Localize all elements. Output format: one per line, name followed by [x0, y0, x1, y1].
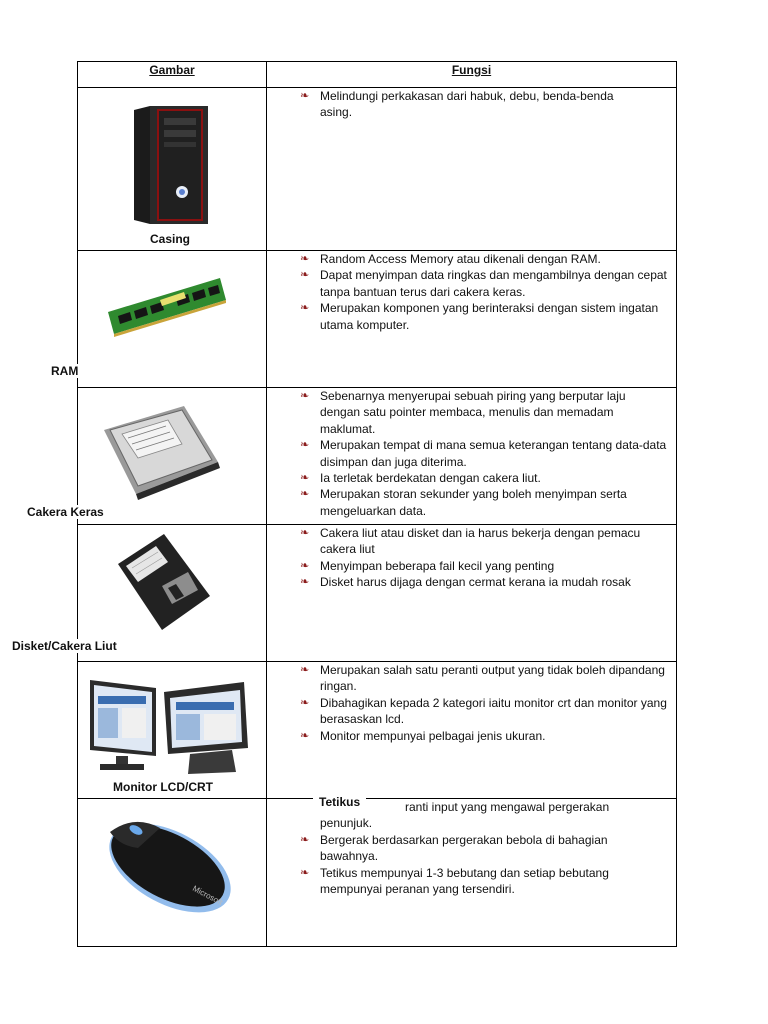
caption-disket: Disket/Cakera Liut [6, 639, 123, 653]
list-item: ❧ Merupakan salah satu peranti output yang tidak boleh dipandang ringan. [298, 662, 668, 695]
caption-casing: Casing [144, 232, 196, 246]
table-border-top [77, 61, 677, 62]
list-item: ❧ Disket harus dijaga dengan cermat kerana ia mudah rosak [298, 574, 668, 590]
list-item: ❧ Random Access Memory atau dikenali dengan RAM. [298, 251, 668, 267]
caption-ram: RAM [45, 364, 84, 378]
list-item: ❧ Bergerak berdasarkan pergerakan bebola di bahagian bawahnya. [298, 832, 668, 865]
svg-text:Microsoft: Microsoft [191, 883, 224, 908]
list-item: ❧ Tetikus mempunyai 1-3 bebutang dan setiap bebutang mempunyai peranan yang tersendiri. [298, 865, 668, 898]
floppy-disk-image [106, 530, 218, 636]
bullet-list-cakera-keras [298, 388, 668, 519]
list-item: ❧ Monitor mempunyai pelbagai jenis ukuran. [298, 728, 668, 744]
tetikus-first-cont: penunjuk. [320, 816, 373, 830]
list-item: ❧ Merupakan komponen yang berinteraksi dengan sistem ingatan utama komputer. [298, 300, 668, 333]
monitors-image [86, 676, 252, 776]
bullet-list-disket [298, 525, 668, 591]
list-item: ❧ Merupakan tempat di mana semua keterangan tentang data-data disimpan dan juga diterima. [298, 437, 668, 470]
hard-disk-image [98, 400, 224, 500]
table-border-bottom [77, 946, 677, 947]
bullet-list-tetikus [298, 832, 668, 898]
caption-monitor: Monitor LCD/CRT [107, 780, 219, 794]
list-item: ❧ Dapat menyimpan data ringkas dan mengambilnya dengan cepat tanpa bantuan terus dari cakera keras. [298, 267, 668, 300]
tetikus-first-line: ranti input yang mengawal pergerakan [405, 800, 610, 814]
header-gambar: Gambar [149, 63, 195, 77]
table-border-right [676, 61, 677, 947]
list-item: ❧ Merupakan storan sekunder yang boleh menyimpan serta mengeluarkan data. [298, 486, 668, 519]
computer-mouse-image [94, 808, 238, 920]
list-item: ❧ Ia terletak berdekatan dengan cakera liut. [298, 470, 668, 486]
caption-cakera-keras: Cakera Keras [21, 505, 110, 519]
list-item: ❧ Cakera liut atau disket dan ia harus bekerja dengan pemacu cakera liut [298, 525, 668, 558]
list-item: ❧ Melindungi perkakasan dari habuk, debu, benda-benda asing. [298, 88, 648, 121]
column-divider [266, 61, 267, 947]
bullet-list-monitor [298, 662, 668, 744]
caption-tetikus: Tetikus [313, 795, 366, 809]
header-fungsi: Fungsi [451, 63, 492, 77]
list-item: ❧ Dibahagikan kepada 2 kategori iaitu monitor crt dan monitor yang berasaskan lcd. [298, 695, 668, 728]
ram-module-image [104, 270, 230, 342]
list-item: ❧ Sebenarnya menyerupai sebuah piring yang berputar laju dengan satu pointer membaca, menulis dan memadam maklumat. [298, 388, 668, 437]
list-item: ❧ Menyimpan beberapa fail kecil yang penting [298, 558, 668, 574]
computer-case-image [128, 104, 212, 228]
bullet-list-casing [298, 88, 648, 121]
table-border-left [77, 61, 78, 947]
bullet-list-ram [298, 251, 668, 333]
